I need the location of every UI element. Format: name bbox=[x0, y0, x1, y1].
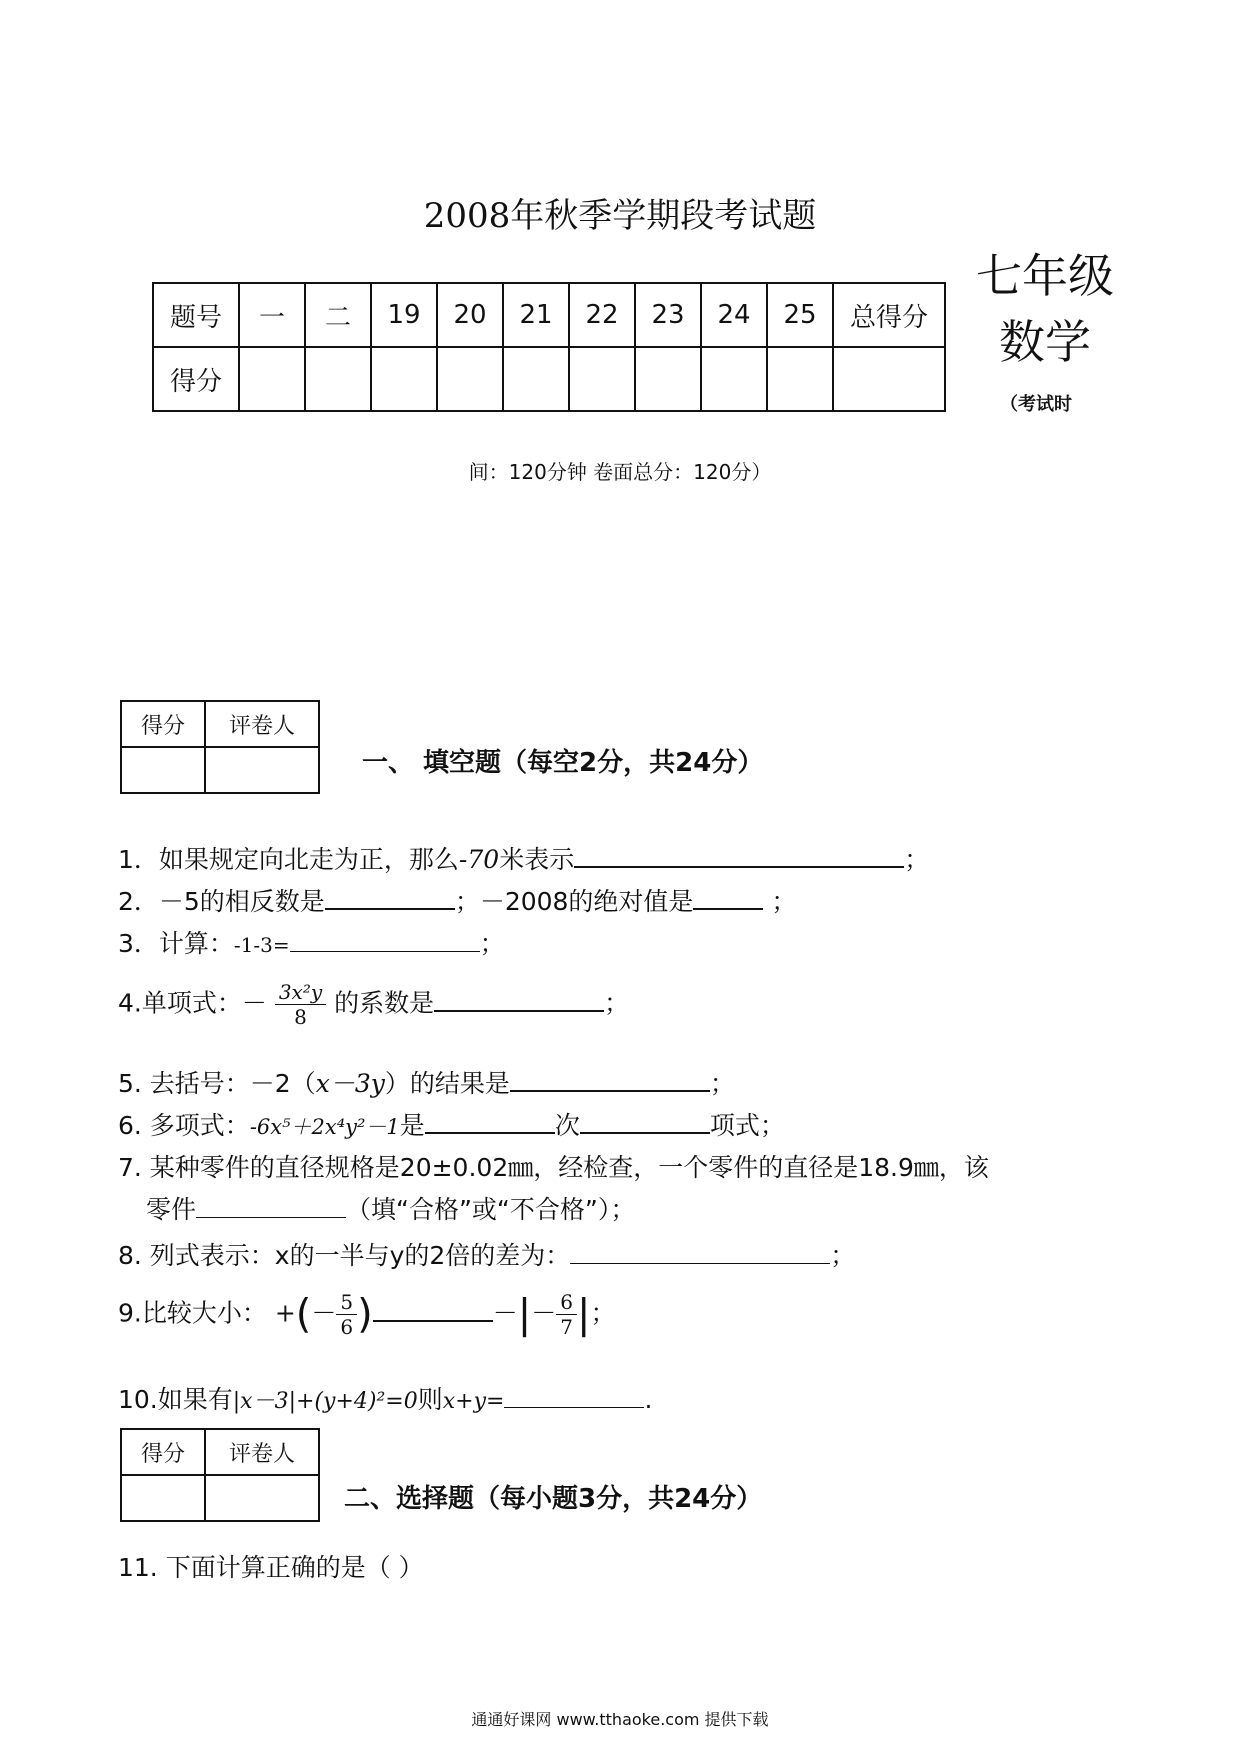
q10-expr: |x－3|+(y+4)²=0 bbox=[232, 1389, 418, 1414]
q8-answer-blank[interactable] bbox=[570, 1241, 830, 1264]
section1-title: 一、 填空题（每空2分，共24分） bbox=[362, 748, 764, 778]
score-cell[interactable] bbox=[767, 347, 833, 411]
mini-grader-cell[interactable] bbox=[205, 1475, 319, 1521]
q2-text-b: ；－2008的绝对值是 bbox=[454, 887, 694, 916]
question-1: 1．如果规定向北走为正，那么-70米表示 ； bbox=[118, 840, 929, 876]
score-header-cell: 25 bbox=[767, 283, 833, 347]
exam-time-part1: （考试时 bbox=[1000, 394, 1072, 415]
question-3: 3．计算：-1-3= ； bbox=[118, 929, 505, 958]
mini-score-label: 得分 bbox=[121, 701, 205, 747]
score-row-label: 得分 bbox=[153, 347, 239, 411]
score-header-cell: 21 bbox=[503, 283, 569, 347]
score-header-cell: 19 bbox=[371, 283, 437, 347]
score-table-header-row bbox=[153, 283, 945, 347]
q9-left-numerator: 5 bbox=[336, 1290, 357, 1315]
q4-tail: 的系数是 bbox=[334, 988, 435, 1018]
question-4: 4.单项式：－ $\frac{\text{3x²y}}{8}$ 的系数是 ； bbox=[118, 980, 630, 1029]
mini-score-cell[interactable] bbox=[121, 1475, 205, 1521]
q8-text: 8. 列式表示：x的一半与y的2倍的差为： bbox=[118, 1241, 571, 1270]
question-11: 11. 下面计算正确的是（ ） bbox=[118, 1553, 424, 1582]
mini-grader-cell[interactable] bbox=[205, 747, 319, 793]
score-header-cell: 23 bbox=[635, 283, 701, 347]
question-6 bbox=[118, 1106, 785, 1142]
grade-label: 七年级 bbox=[976, 249, 1114, 303]
q9-right-numerator: 6 bbox=[556, 1290, 577, 1315]
q2-answer-blank-a[interactable] bbox=[325, 884, 455, 910]
q4-answer-blank[interactable] bbox=[434, 986, 604, 1012]
q6-expr: -6x⁵＋2x⁴y²－1 bbox=[249, 1115, 400, 1139]
mini-score-cell[interactable] bbox=[121, 747, 205, 793]
exam-time-part2: 间：120分钟 卷面总分：120分） bbox=[468, 460, 772, 484]
score-cell[interactable] bbox=[305, 347, 371, 411]
score-header-cell: 一 bbox=[239, 283, 305, 347]
q10-tail: x+y= bbox=[442, 1389, 505, 1414]
q10-text: 10.如果有 bbox=[118, 1385, 233, 1414]
score-cell[interactable] bbox=[503, 347, 569, 411]
score-table-score-row bbox=[153, 347, 945, 411]
q1-text: 1．如果规定向北走为正，那么 bbox=[118, 845, 459, 874]
section1-score-box bbox=[120, 700, 320, 794]
q10-mid: 则 bbox=[417, 1385, 443, 1414]
mini-score-label: 得分 bbox=[121, 1429, 205, 1475]
q9-left-denominator: 6 bbox=[340, 1315, 354, 1339]
footer-source: 通通好课网 www.tthaoke.com 提供下载 bbox=[471, 1710, 769, 1729]
subject-label: 数学 bbox=[999, 315, 1091, 369]
q9-text: 9.比较大小： bbox=[118, 1298, 267, 1328]
score-header-cell: 题号 bbox=[153, 283, 239, 347]
score-cell[interactable] bbox=[239, 347, 305, 411]
q9-left-fraction bbox=[336, 1290, 357, 1339]
q7-text-a: 零件 bbox=[146, 1195, 197, 1224]
score-header-cell: 总得分 bbox=[833, 283, 945, 347]
q5-expr: x－3y bbox=[315, 1069, 385, 1098]
q6-tail: 项式； bbox=[709, 1111, 785, 1140]
q5-tail: ）的结果是 bbox=[384, 1069, 510, 1098]
q3-expr: -1-3= bbox=[233, 933, 290, 957]
section2-title: 二、选择题（每小题3分，共24分） bbox=[344, 1484, 763, 1514]
score-table bbox=[152, 282, 946, 412]
q3-text: 3．计算： bbox=[118, 929, 234, 958]
score-header-cell: 24 bbox=[701, 283, 767, 347]
q6-mid2: 次 bbox=[554, 1111, 580, 1140]
q7-text-b: （填“合格”或“不合格”）； bbox=[346, 1195, 636, 1224]
q6-mid1: 是 bbox=[399, 1111, 425, 1140]
exam-title: 2008年秋季学期段考试题 bbox=[423, 196, 817, 236]
q9-right-denominator: 7 bbox=[560, 1315, 573, 1339]
q7-answer-blank[interactable] bbox=[196, 1195, 346, 1218]
score-cell[interactable] bbox=[437, 347, 503, 411]
q5-text: 5. 去括号：－2（ bbox=[118, 1069, 316, 1098]
score-cell[interactable] bbox=[833, 347, 945, 411]
q10-answer-blank[interactable] bbox=[504, 1385, 644, 1408]
q9-left-sign: + bbox=[274, 1298, 296, 1328]
section2-score-box bbox=[120, 1428, 320, 1522]
q4-fraction bbox=[275, 980, 326, 1029]
question-7-line1: 7. 某种零件的直径规格是20±0.02㎜，经检查，一个零件的直径是18.9㎜，该 bbox=[118, 1153, 989, 1182]
score-header-cell: 二 bbox=[305, 283, 371, 347]
q2-answer-blank-b[interactable] bbox=[693, 884, 763, 910]
q1-value: -70 bbox=[458, 845, 500, 874]
question-7-line2 bbox=[146, 1190, 635, 1226]
question-2: 2．－5的相反数是 ；－2008的绝对值是 ； bbox=[118, 882, 796, 918]
score-cell[interactable] bbox=[371, 347, 437, 411]
score-header-cell: 22 bbox=[569, 283, 635, 347]
q4-text: 4.单项式：－ bbox=[118, 988, 267, 1018]
q1-answer-blank[interactable] bbox=[574, 842, 904, 868]
q6-answer-blank-b[interactable] bbox=[580, 1108, 710, 1134]
mini-grader-label: 评卷人 bbox=[205, 1429, 319, 1475]
question-10: 10.如果有|x－3|+(y+4)²=0则x+y= . bbox=[118, 1385, 653, 1414]
q3-answer-blank[interactable] bbox=[290, 929, 480, 952]
q4-denominator: 8 bbox=[294, 1005, 307, 1029]
score-header-cell: 20 bbox=[437, 283, 503, 347]
score-cell[interactable] bbox=[569, 347, 635, 411]
mini-grader-label: 评卷人 bbox=[205, 701, 319, 747]
score-cell[interactable] bbox=[701, 347, 767, 411]
q9-right-fraction bbox=[556, 1290, 577, 1339]
q9-answer-blank[interactable] bbox=[373, 1296, 493, 1322]
question-8: 8. 列式表示：x的一半与y的2倍的差为： ； bbox=[118, 1241, 856, 1270]
q1-tail: 米表示 bbox=[499, 845, 575, 874]
question-5: 5. 去括号：－2（x－3y）的结果是 ； bbox=[118, 1064, 735, 1100]
q6-answer-blank-a[interactable] bbox=[425, 1108, 555, 1134]
q6-text: 6. 多项式： bbox=[118, 1111, 250, 1140]
q2-text-a: 2．－5的相反数是 bbox=[118, 887, 325, 916]
question-9: 9.比较大小： +(－ $\frac{5}{6}$ ) －|－ $\frac{6}{7}$ |； bbox=[118, 1290, 616, 1339]
q4-numerator: 3x²y bbox=[275, 980, 326, 1005]
q5-answer-blank[interactable] bbox=[510, 1066, 710, 1092]
score-cell[interactable] bbox=[635, 347, 701, 411]
